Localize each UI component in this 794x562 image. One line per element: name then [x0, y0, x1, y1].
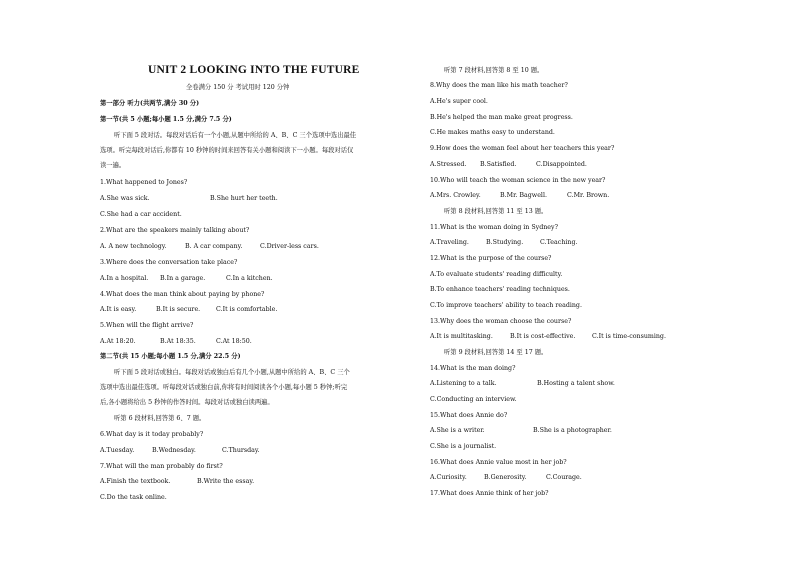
- q10-option-b: B.Mr. Bagwell.: [500, 192, 547, 199]
- question-15: 15.What does Annie do?: [430, 412, 508, 419]
- question-4: 4.What does the man think about paying by phone?: [100, 291, 265, 298]
- q14-options: [430, 380, 615, 388]
- q11-option-b: B.Studying.: [486, 239, 524, 246]
- q15-options: [430, 427, 612, 435]
- question-3: 3.Where does the conversation take place?: [100, 259, 238, 266]
- section2-heading: 第二节(共 15 小题;每小题 1.5 分,满分 22.5 分): [100, 353, 241, 360]
- exam-info: 全卷满分 150 分 考试用时 120 分钟: [186, 84, 290, 91]
- part1-heading: 第一部分 听力(共两节,满分 30 分): [100, 100, 200, 107]
- q6-option-c: C.Thursday.: [222, 447, 260, 454]
- q5-option-b: B.At 18:35.: [160, 338, 196, 345]
- q3-option-b: B.In a garage.: [160, 275, 206, 282]
- section1-instruction-3: 读一遍。: [100, 162, 126, 169]
- q13-option-b: B.It is cost-effective.: [510, 333, 576, 340]
- q12-option-b: B.To enhance teachers' reading techniques.: [430, 286, 570, 293]
- q1-option-b: B.She hurt her teeth.: [210, 195, 278, 202]
- q3-option-c: C.In a kitchen.: [226, 275, 273, 282]
- question-14: 14.What is the man doing?: [430, 365, 516, 372]
- q15-option-c: C.She is a journalist.: [430, 443, 497, 450]
- q2-options: [100, 243, 319, 251]
- question-17: 17.What does Annie think of her job?: [430, 490, 549, 497]
- q3-options: [100, 275, 273, 283]
- q15-option-a: A.She is a writer.: [430, 427, 485, 434]
- q1-option-c: C.She had a car accident.: [100, 211, 182, 218]
- question-11: 11.What is the woman doing in Sydney?: [430, 224, 558, 231]
- question-8: 8.Why does the man like his math teacher?: [430, 82, 568, 89]
- q6-option-b: B.Wednesday.: [152, 447, 196, 454]
- q4-options: [100, 306, 278, 314]
- q13-option-c: C.It is time-consuming.: [592, 333, 666, 340]
- q13-options: [430, 333, 666, 341]
- q1-options: [100, 195, 278, 203]
- section1-instruction-1: 听下面 5 段对话。每段对话后有一个小题,从题中所给的 A、B、C 三个选项中选出最佳: [114, 132, 357, 139]
- material-6-heading: 听第 6 段材料,回答第 6、7 题。: [114, 415, 206, 422]
- question-7: 7.What will the man probably do first?: [100, 463, 223, 470]
- q9-option-c: C.Disappointed.: [536, 161, 587, 168]
- question-6: 6.What day is it today probably?: [100, 431, 204, 438]
- q14-option-b: B.Hosting a talent show.: [537, 380, 615, 387]
- question-12: 12.What is the purpose of the course?: [430, 255, 552, 262]
- q12-option-c: C.To improve teachers' ability to teach reading.: [430, 302, 582, 309]
- q7-option-c: C.Do the task online.: [100, 494, 167, 501]
- q6-options: [100, 447, 260, 455]
- q5-option-c: C.At 18:50.: [216, 338, 252, 345]
- section2-instruction-2: 选项中选出最佳选项。听每段对话或独白前,你将有时间阅读各个小题,每小题 5 秒钟;听完: [100, 384, 348, 391]
- q13-option-a: A.It is multitasking.: [430, 333, 493, 340]
- q11-option-a: A.Traveling.: [430, 239, 469, 246]
- q4-option-a: A.It is easy.: [100, 306, 137, 313]
- material-8-heading: 听第 8 段材料,回答第 11 至 13 题。: [444, 208, 548, 215]
- question-10: 10.Who will teach the woman science in the new year?: [430, 177, 606, 184]
- q7-option-b: B.Write the essay.: [197, 478, 255, 485]
- q6-option-a: A.Tuesday.: [100, 447, 135, 454]
- q5-options: [100, 338, 252, 346]
- material-7-heading: 听第 7 段材料,回答第 8 至 10 题。: [444, 67, 544, 74]
- q16-option-a: A.Curiosity.: [430, 474, 467, 481]
- q8-option-b: B.He's helped the man make great progress.: [430, 114, 573, 121]
- q2-option-b: B. A car company.: [185, 243, 243, 250]
- section1-heading: 第一节(共 5 小题;每小题 1.5 分,满分 7.5 分): [100, 116, 232, 123]
- q11-option-c: C.Teaching.: [540, 239, 578, 246]
- q1-option-a: A.She was sick.: [100, 195, 150, 202]
- q7-options: [100, 478, 255, 486]
- section1-instruction-2: 选项。听完每段对话后,你都有 10 秒钟的时间来回答有关小题和阅读下一小题。每段对话仅: [100, 147, 354, 154]
- q14-option-a: A.Listening to a talk.: [430, 380, 497, 387]
- q2-option-a: A. A new technology.: [100, 243, 167, 250]
- q9-options: [430, 161, 587, 169]
- material-9-heading: 听第 9 段材料,回答第 14 至 17 题。: [444, 349, 548, 356]
- q14-option-c: C.Conducting an interview.: [430, 396, 517, 403]
- question-16: 16.What does Annie value most in her job?: [430, 459, 567, 466]
- question-2: 2.What are the speakers mainly talking about?: [100, 227, 250, 234]
- q10-options: [430, 192, 610, 200]
- q16-option-c: C.Courage.: [546, 474, 582, 481]
- q10-option-a: A.Mrs. Crowley.: [430, 192, 481, 199]
- section2-instruction-3: 后,各小题将给出 5 秒钟的作答时间。每段对话或独白读两遍。: [100, 399, 274, 406]
- q9-option-a: A.Stressed.: [430, 161, 467, 168]
- q3-option-a: A.In a hospital.: [100, 275, 149, 282]
- q8-option-a: A.He's super cool.: [430, 98, 488, 105]
- question-5: 5.When will the flight arrive?: [100, 322, 194, 329]
- q11-options: [430, 239, 578, 247]
- q10-option-c: C.Mr. Brown.: [567, 192, 610, 199]
- q16-options: [430, 474, 582, 482]
- q9-option-b: B.Satisfied.: [480, 161, 517, 168]
- q16-option-b: B.Generosity.: [484, 474, 527, 481]
- question-13: 13.Why does the woman choose the course?: [430, 318, 572, 325]
- q5-option-a: A.At 18:20.: [100, 338, 136, 345]
- q4-option-b: B.It is secure.: [156, 306, 201, 313]
- question-9: 9.How does the woman feel about her teachers this year?: [430, 145, 615, 152]
- q4-option-c: C.It is comfortable.: [216, 306, 278, 313]
- q8-option-c: C.He makes maths easy to understand.: [430, 129, 555, 136]
- q7-option-a: A.Finish the textbook.: [100, 478, 171, 485]
- unit-title: UNIT 2 LOOKING INTO THE FUTURE: [148, 64, 360, 76]
- section2-instruction-1: 听下面 5 段对话或独白。每段对话或独白后有几个小题,从题中所给的 A、B、C 三个: [114, 369, 350, 376]
- question-1: 1.What happened to Jones?: [100, 179, 188, 186]
- q12-option-a: A.To evaluate students' reading difficulty.: [430, 271, 563, 278]
- q2-option-c: C.Driver-less cars.: [260, 243, 319, 250]
- q15-option-b: B.She is a photographer.: [533, 427, 612, 434]
